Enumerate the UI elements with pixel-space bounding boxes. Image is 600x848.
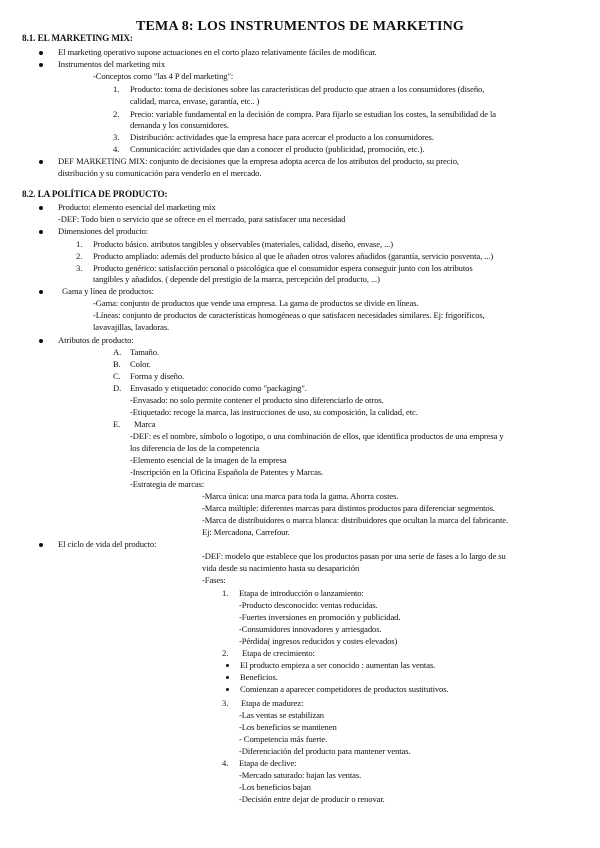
list-number: 2. — [113, 109, 120, 119]
text-line: Distribución: actividades que la empresa hace para acercar el producto a los consumidores. — [130, 132, 434, 142]
list-number: 4. — [113, 144, 120, 154]
bullet — [39, 206, 43, 210]
bullet — [39, 230, 43, 234]
text-line: los diferencia de los de la competencia — [130, 443, 260, 453]
text-line: Comienzan a aparecer competidores de productos sustitutivos. — [240, 684, 449, 694]
text-line: Atributos de producto: — [58, 335, 134, 345]
text-line: distribución y su comunicación para venderlo en el mercado. — [58, 168, 262, 178]
text-line: -Diferenciación del producto para mantener ventas. — [239, 746, 411, 756]
text-line: Comunicación: actividades que dan a conocer el producto (publicidad, promoción, etc.). — [130, 144, 425, 154]
text-line: Etapa de declive: — [239, 758, 297, 768]
text-line: Gama y línea de productos: — [62, 286, 154, 296]
text-line: - Competencia más fuerte. — [239, 734, 328, 744]
text-line: Producto: toma de decisiones sobre las características del producto que atraen a los consumidores (diseño, — [130, 84, 485, 94]
text-line: Producto básico. atributos tangibles y observables (materiales, calidad, diseño, envase, ...) — [93, 239, 393, 249]
bullet — [39, 51, 43, 55]
list-number: 3. — [113, 132, 120, 142]
text-line: -Fuertes inversiones en promoción y publicidad. — [239, 612, 401, 622]
text-line: Precio: variable fundamental en la decisión de compra. Para fijarlo se estudian los costes, la sensibilidad de la — [130, 109, 496, 119]
list-number: 1. — [76, 239, 83, 249]
text-line: lavavajillas, lavadoras. — [93, 322, 170, 332]
text-line: -Mercado saturado: bajan las ventas. — [239, 770, 362, 780]
section-heading-marketing-mix: 8.1. EL MARKETING MIX: — [22, 33, 133, 43]
text-line: Producto genérico: satisfacción personal o psicológica que el consumidor espera conseguir junto con los atributos — [93, 263, 473, 273]
list-number: 1. — [222, 588, 229, 598]
text-line: -Marca múltiple: diferentes marcas para distintos productos para diferenciar segmentos. — [202, 503, 495, 513]
text-line: -DEF: Todo bien o servicio que se ofrece en el mercado, para satisfacer una necesidad — [58, 214, 346, 224]
text-line: demanda y los consumidores. — [130, 120, 229, 130]
text-line: -Marca única: una marca para toda la gama. Ahorra costes. — [202, 491, 399, 501]
bullet — [39, 543, 43, 547]
text-line: tangibles y añadidos. ( depende del prestigio de la marca, percepción del producto, ...) — [93, 274, 380, 284]
text-line: -Marca de distribuidores o marca blanca: distribuidores que ocultan la marca del fabricante. — [202, 515, 509, 525]
section-heading-politica-producto: 8.2. LA POLÍTICA DE PRODUCTO: — [22, 189, 168, 199]
text-line: Forma y diseño. — [130, 371, 185, 381]
list-letter: D. — [113, 383, 122, 393]
text-line: El ciclo de vida del producto: — [58, 539, 157, 549]
list-letter: B. — [113, 359, 121, 369]
list-number: 2. — [76, 251, 83, 261]
text-line: Producto ampliado: además del producto básico al que le añaden otros valores añadidos (garantía, servicio posventa, ...) — [93, 251, 494, 261]
bullet — [39, 290, 43, 294]
text-line: -Líneas: conjunto de productos de características homogéneas o que satisfacen necesidades similares. Ej: frigoríficos, — [93, 310, 485, 320]
text-line: vida desde su nacimiento hasta su desaparición — [202, 563, 360, 573]
text-line: Envasado y etiquetado: conocido como "packaging". — [130, 383, 307, 393]
text-line: -Gama: conjunto de productos que vende una empresa. La gama de productos se divide en líneas. — [93, 298, 419, 308]
bullet — [39, 339, 43, 343]
text-line: -Inscripción en la Oficina Española de Patentes y Marcas. — [130, 467, 324, 477]
list-letter: E. — [113, 419, 121, 429]
text-line: -Etiquetado: recoge la marca, las instrucciones de uso, su composición, la calidad, etc. — [130, 407, 418, 417]
text-line: -Conceptos como "las 4 P del marketing": — [93, 71, 234, 81]
text-line: El producto empieza a ser conocido : aumentan las ventas. — [240, 660, 436, 670]
list-letter: A. — [113, 347, 122, 357]
text-line: -Envasado: no solo permite contener el producto sino diferenciarlo de otros. — [130, 395, 384, 405]
bullet — [39, 63, 43, 67]
list-number: 3. — [76, 263, 83, 273]
text-line: -Fases: — [202, 575, 226, 585]
text-line: Color. — [130, 359, 151, 369]
text-line: Etapa de madurez: — [241, 698, 304, 708]
text-line: calidad, marca, envase, garantía, etc.. ) — [130, 96, 260, 106]
list-number: 2. — [222, 648, 229, 658]
text-line: Marca — [134, 419, 156, 429]
list-letter: C. — [113, 371, 121, 381]
text-line: Instrumentos del marketing mix — [58, 59, 166, 69]
text-line: Ej: Mercadona, Carrefour. — [202, 527, 290, 537]
list-number: 1. — [113, 84, 120, 94]
text-line: -Consumidores innovadores y arriesgados. — [239, 624, 382, 634]
text-line: -Decisión entre dejar de producir o renovar. — [239, 794, 385, 804]
bullet — [226, 688, 229, 691]
list-number: 3. — [222, 698, 229, 708]
text-line: Tamaño. — [130, 347, 160, 357]
list-number: 4. — [222, 758, 229, 768]
text-line: Etapa de crecimiento: — [242, 648, 315, 658]
text-line: -Elemento esencial de la imagen de la empresa — [130, 455, 287, 465]
bullet — [226, 676, 229, 679]
text-line: -Pérdida( ingresos reducidos y costes elevados) — [239, 636, 398, 646]
text-line: Dimensiones del producto: — [58, 226, 149, 236]
text-line: Producto: elemento esencial del marketing mix — [58, 202, 216, 212]
text-line: -Estrategia de marcas: — [130, 479, 205, 489]
bullet — [226, 664, 229, 667]
text-line: -DEF: es el nombre, símbolo o logotipo, o una combinación de ellos, que identifica productos de una empresa y — [130, 431, 504, 441]
text-line: Etapa de introducción o lanzamiento: — [239, 588, 364, 598]
text-line: -Los beneficios bajan — [239, 782, 311, 792]
text-line: -Producto desconocido: ventas reducidas. — [239, 600, 378, 610]
text-line: El marketing operativo supone actuaciones en el corto plazo relativamente fáciles de modificar. — [58, 47, 377, 57]
bullet — [39, 160, 43, 164]
page-title: TEMA 8: LOS INSTRUMENTOS DE MARKETING — [135, 19, 465, 34]
text-line: Beneficios. — [240, 672, 278, 682]
text-line: -DEF: modelo que establece que los productos pasan por una serie de fases a lo largo de su — [202, 551, 506, 561]
text-line: -Los beneficios se mantienen — [239, 722, 337, 732]
text-line: DEF MARKETING MIX: conjunto de decisiones que la empresa adopta acerca de los atributos del producto, su precio, — [58, 156, 459, 166]
text-line: -Las ventas se estabilizan — [239, 710, 324, 720]
